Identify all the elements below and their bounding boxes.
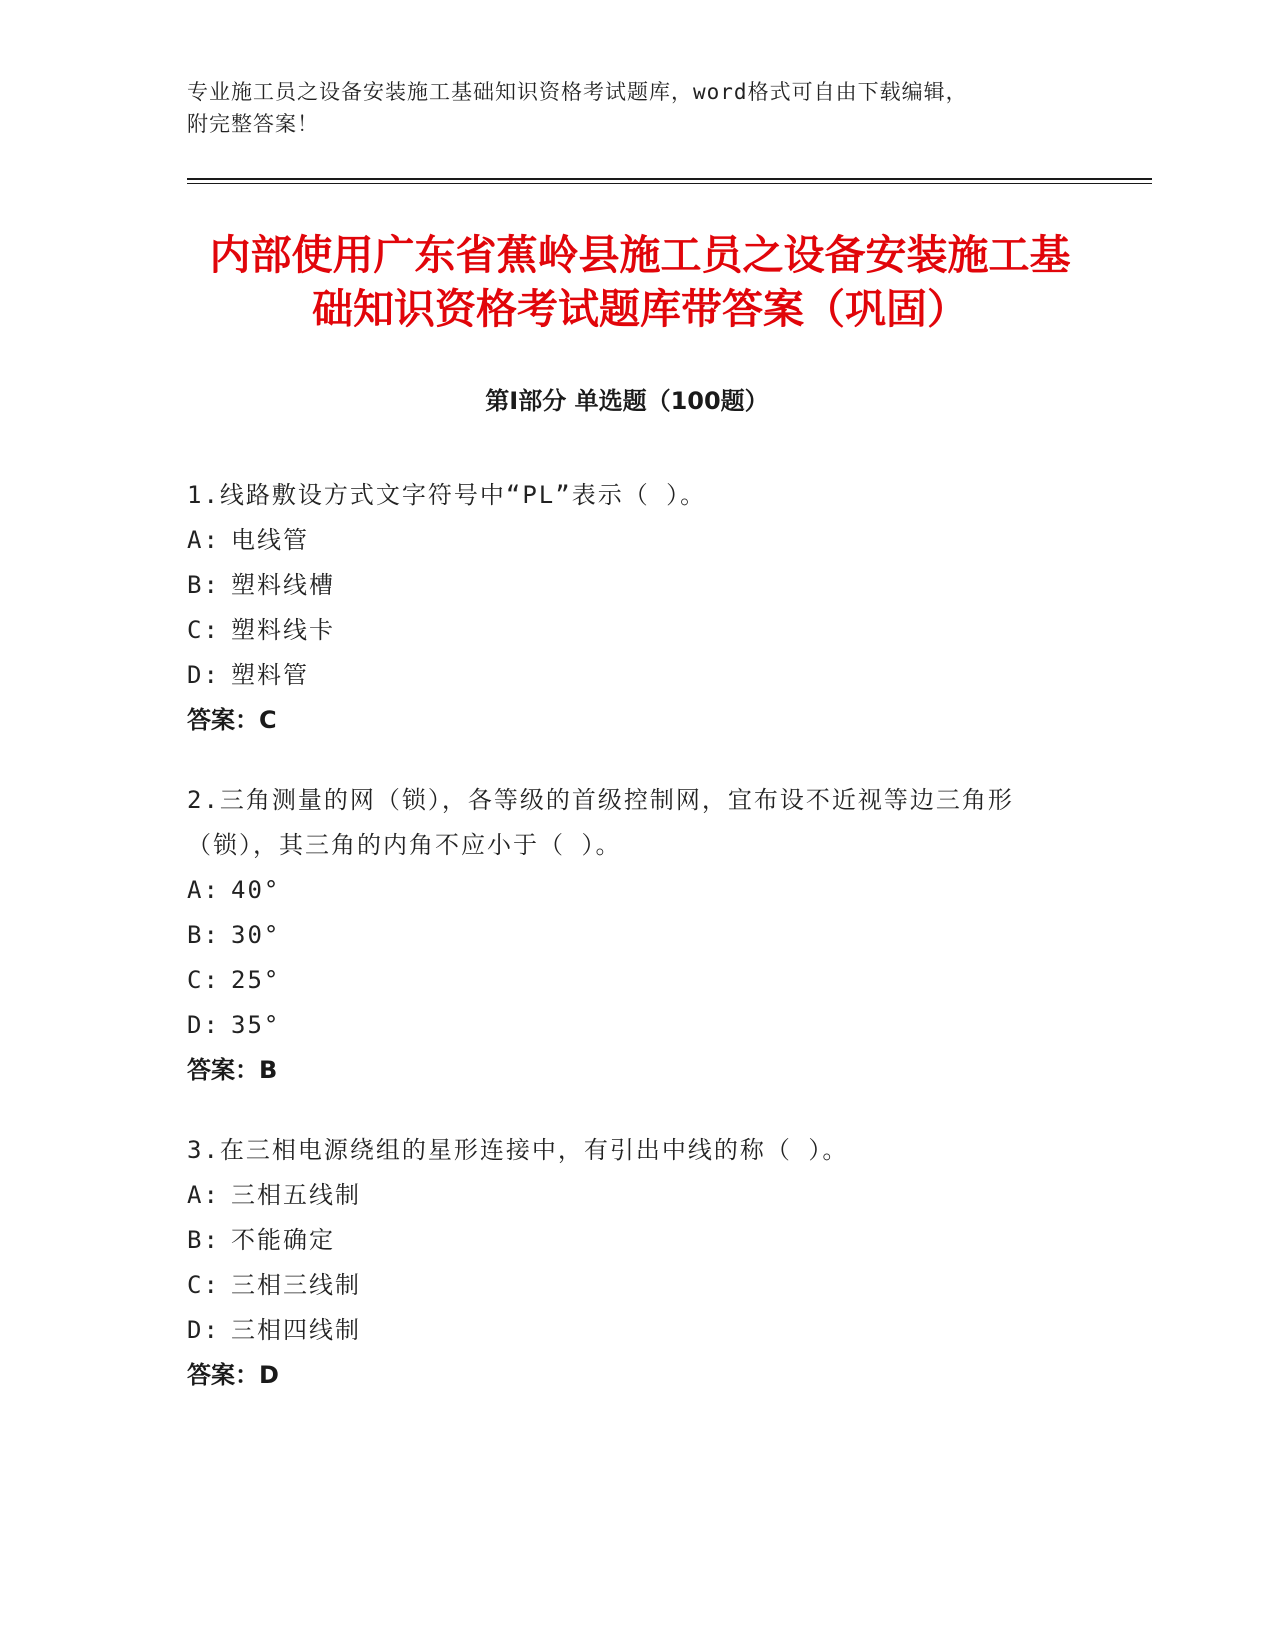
option-key: A: bbox=[187, 876, 220, 904]
option-text: 30° bbox=[231, 921, 281, 949]
header-note bbox=[187, 76, 1067, 140]
option-text: 塑料线卡 bbox=[231, 616, 335, 644]
option-b bbox=[187, 1218, 1067, 1263]
option-d bbox=[187, 1308, 1067, 1353]
option-text: 40° bbox=[231, 876, 281, 904]
option-a bbox=[187, 1173, 1067, 1218]
question-list bbox=[187, 473, 1067, 1433]
option-text: 35° bbox=[231, 1011, 281, 1039]
document-title: 内部使用广东省蕉岭县施工员之设备安装施工基础知识资格考试题库带答案（巩固） bbox=[209, 231, 1071, 333]
question-stem: 1.线路敷设方式文字符号中“PL”表示（ ）。 bbox=[187, 481, 707, 509]
section-title: 第Ⅰ部分 单选题（100题） bbox=[485, 387, 769, 415]
option-key: C: bbox=[187, 1271, 220, 1299]
option-text: 三相四线制 bbox=[231, 1316, 361, 1344]
option-key: B: bbox=[187, 571, 220, 599]
option-c bbox=[187, 608, 1067, 653]
question-2 bbox=[187, 778, 1067, 1093]
option-key: C: bbox=[187, 616, 220, 644]
option-key: D: bbox=[187, 661, 220, 689]
option-d bbox=[187, 1003, 1067, 1048]
header-note-line-2: 附完整答案！ bbox=[187, 112, 319, 136]
answer: 答案：D bbox=[187, 1361, 279, 1389]
option-c bbox=[187, 1263, 1067, 1308]
answer: 答案：C bbox=[187, 706, 277, 734]
option-a bbox=[187, 518, 1067, 563]
option-text: 电线管 bbox=[231, 526, 309, 554]
option-c bbox=[187, 958, 1067, 1003]
option-d bbox=[187, 653, 1067, 698]
header-divider-thick bbox=[187, 178, 1152, 180]
header-note-line-1: 专业施工员之设备安装施工基础知识资格考试题库，word格式可自由下载编辑， bbox=[187, 80, 968, 104]
option-key: C: bbox=[187, 966, 220, 994]
option-key: A: bbox=[187, 526, 220, 554]
option-text: 三相五线制 bbox=[231, 1181, 361, 1209]
option-text: 不能确定 bbox=[231, 1226, 335, 1254]
option-key: B: bbox=[187, 921, 220, 949]
question-stem: 3.在三相电源绕组的星形连接中，有引出中线的称（ ）。 bbox=[187, 1136, 849, 1164]
option-text: 塑料线槽 bbox=[231, 571, 335, 599]
option-text: 25° bbox=[231, 966, 281, 994]
question-stem: 2.三角测量的网（锁），各等级的首级控制网，宜布设不近视等边三角形（锁），其三角的内角不应小于（ ）。 bbox=[187, 786, 1014, 859]
option-text: 三相三线制 bbox=[231, 1271, 361, 1299]
question-3 bbox=[187, 1128, 1067, 1398]
option-key: B: bbox=[187, 1226, 220, 1254]
question-1 bbox=[187, 473, 1067, 743]
option-b bbox=[187, 563, 1067, 608]
option-text: 塑料管 bbox=[231, 661, 309, 689]
option-key: D: bbox=[187, 1011, 220, 1039]
option-key: A: bbox=[187, 1181, 220, 1209]
option-key: D: bbox=[187, 1316, 220, 1344]
answer: 答案：B bbox=[187, 1056, 278, 1084]
header-divider-thin bbox=[187, 183, 1152, 184]
option-b bbox=[187, 913, 1067, 958]
option-a bbox=[187, 868, 1067, 913]
